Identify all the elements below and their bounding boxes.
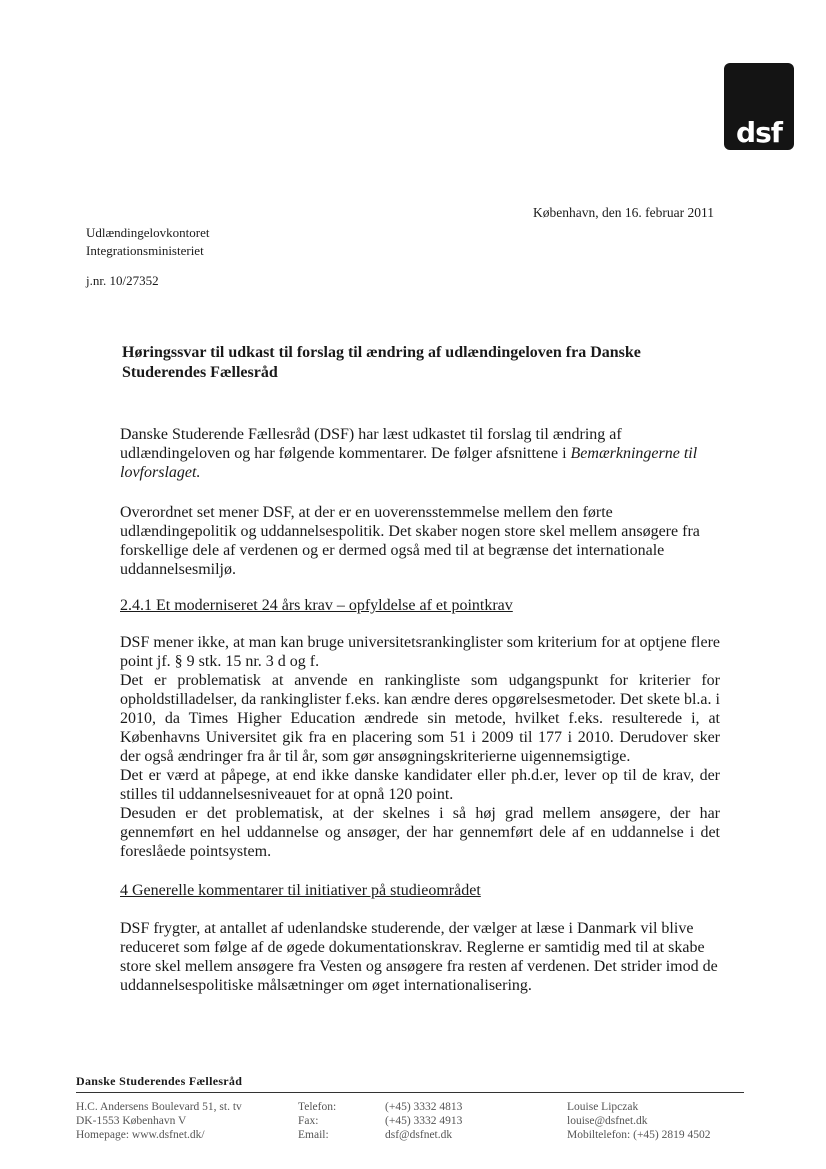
footer-address-line: H.C. Andersens Boulevard 51, st. tv <box>76 1101 242 1113</box>
footer-label: Telefon: <box>298 1101 337 1113</box>
intro-italic-ref: Bemærkningerne til lovforslaget. <box>120 445 698 481</box>
footer-fax: (+45) 3332 4913 <box>385 1115 463 1127</box>
addressee-line: Integrationsministeriet <box>86 243 204 258</box>
body-paragraph: DSF mener ikke, at man kan bruge universitetsrankinglister som kriterium for at optjene flere point jf. § 9 stk. 15 nr. 3 d og f. <box>120 634 720 670</box>
overview-paragraph: Overordnet set mener DSF, at der er en uoverensstemmelse mellem den førte udlændingepolitik og uddannelsespolitik. Det skaber nogen store skel mellem ansøgere fra forskellige dele af verdenen og er dermed også med til at begrænse det internationale uddannelsesmiljø. <box>120 504 700 578</box>
footer-label: Fax: <box>298 1115 319 1127</box>
footer-email: dsf@dsfnet.dk <box>385 1129 453 1141</box>
addressee-block <box>86 224 210 260</box>
intro-text: Danske Studerende Fællesråd (DSF) har læst udkastet til forslag til ændring af udlændingeloven og har følgende kommentarer. De følger afsnittene i <box>120 426 622 462</box>
body-paragraph: Desuden er det problematisk, at der skelnes i så høj grad mellem ansøgere, der har gennemført en hel uddannelse og ansøger, der har gennemført dele af en uddannelse i det foreslåede pointsystem. <box>120 805 720 860</box>
addressee-line: Udlændingelovkontoret <box>86 225 210 240</box>
footer-phone: (+45) 3332 4813 <box>385 1101 463 1113</box>
footer-labels <box>298 1100 336 1142</box>
section-heading-2-4-1: 2.4.1 Et moderniseret 24 års krav – opfyldelse af et pointkrav <box>120 597 513 614</box>
logo-text: dsf <box>736 116 782 149</box>
contact-name: Louise Lipczak <box>567 1101 639 1113</box>
footer-contact <box>567 1100 711 1142</box>
letter-date: København, den 16. februar 2011 <box>533 205 714 220</box>
footer-label: Email: <box>298 1129 329 1141</box>
journal-number: j.nr. 10/27352 <box>86 273 159 288</box>
footer-address <box>76 1100 242 1142</box>
body-paragraph: Det er problematisk at anvende en rankingliste som udgangspunkt for kriterier for opholdstilladelser, da rankinglister f.eks. kan ændre deres opgørelsesmetoder. Det skete bl.a. i 2010, da Times Higher Education ændrede sin metode, hvilket f.eks. resulterede i, at Københavns Universitet gik fra en placering som 51 i 2009 til 177 i 2010. Derudover sker der også ændringer fra år til år, som gør ansøgningskriterierne uigennemsigtige. <box>120 672 720 765</box>
body-paragraph: Det er værd at påpege, at end ikke danske kandidater eller ph.d.er, lever op til de krav, der stilles til uddannelsesniveauet for at opnå 120 point. <box>120 767 720 803</box>
footer-address-line: DK-1553 København V <box>76 1115 187 1127</box>
footer-divider <box>76 1092 744 1093</box>
dsf-logo <box>724 63 794 150</box>
contact-mobile: Mobiltelefon: (+45) 2819 4502 <box>567 1129 711 1141</box>
contact-email: louise@dsfnet.dk <box>567 1115 648 1127</box>
section-2-4-1-body <box>120 633 720 861</box>
intro-paragraph <box>120 425 720 482</box>
section-4-body: DSF frygter, at antallet af udenlandske studerende, der vælger at læse i Danmark vil blive reduceret som følge af de øgede dokumentationskrav. Reglerne er samtidig med til at skabe store skel mellem ansøgere fra Vesten og ansøgere fra resten af verdenen. Det strider imod de uddannelsespolitiske målsætninger om øget internationalisering. <box>120 920 718 994</box>
footer-values <box>385 1100 462 1142</box>
footer-homepage: Homepage: www.dsfnet.dk/ <box>76 1129 205 1141</box>
section-heading-4: 4 Generelle kommentarer til initiativer på studieområdet <box>120 882 481 899</box>
document-title: Høringssvar til udkast til forslag til ændring af udlændingeloven fra Danske Studerendes Fællesråd <box>122 344 641 381</box>
footer-org-name: Danske Studerendes Fællesråd <box>76 1074 243 1088</box>
